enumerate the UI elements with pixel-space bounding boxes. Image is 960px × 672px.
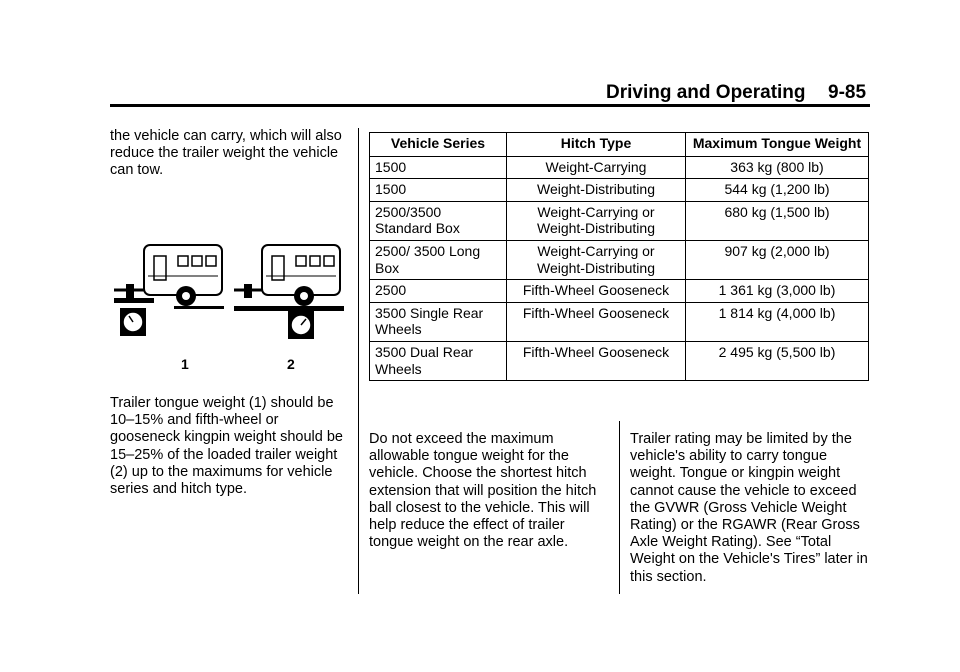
table-cell: Weight-Carrying xyxy=(507,156,686,179)
intro-paragraph: the vehicle can carry, which will also reduce the trailer weight the vehicle can tow. xyxy=(110,128,342,179)
column-header: Maximum Tongue Weight xyxy=(686,133,869,157)
table-cell: 907 kg (2,000 lb) xyxy=(686,240,869,279)
table-cell: 2500/3500 Standard Box xyxy=(370,201,507,240)
table-cell: 544 kg (1,200 lb) xyxy=(686,179,869,202)
table-row xyxy=(370,240,869,279)
table-cell: 1 361 kg (3,000 lb) xyxy=(686,280,869,303)
table-cell: Fifth-Wheel Gooseneck xyxy=(507,341,686,380)
table-cell: Fifth-Wheel Gooseneck xyxy=(507,280,686,303)
table-header-row xyxy=(370,133,869,157)
tongue-weight-paragraph: Trailer tongue weight (1) should be 10–15% and fifth-wheel or gooseneck kingpin weight should be 15–25% of the loaded trailer weight (2) up to the maximums for vehicle series and hitch type. xyxy=(110,395,343,498)
column-divider-right xyxy=(619,421,620,594)
column-header: Vehicle Series xyxy=(370,133,507,157)
table-cell: 2500/ 3500 Long Box xyxy=(370,240,507,279)
column-divider-left xyxy=(358,128,359,594)
tongue-weight-table xyxy=(369,132,869,381)
table-cell: 680 kg (1,500 lb) xyxy=(686,201,869,240)
header-rule xyxy=(110,104,870,107)
table-cell: 1 814 kg (4,000 lb) xyxy=(686,302,869,341)
section-title: Driving and Operating xyxy=(606,82,806,103)
table-cell: 2 495 kg (5,500 lb) xyxy=(686,341,869,380)
column-header: Hitch Type xyxy=(507,133,686,157)
table-cell: Weight-Distributing xyxy=(507,179,686,202)
figure-label-1: 1 xyxy=(181,356,189,372)
page-number: 9-85 xyxy=(828,82,867,103)
table-row xyxy=(370,280,869,303)
table-cell: Weight-Carrying or Weight-Distributing xyxy=(507,240,686,279)
table-cell: 2500 xyxy=(370,280,507,303)
trailer-2-illustration xyxy=(234,245,344,339)
table-cell: 363 kg (800 lb) xyxy=(686,156,869,179)
table-row xyxy=(370,302,869,341)
table-row xyxy=(370,156,869,179)
table-cell: 1500 xyxy=(370,156,507,179)
trailer-weight-illustration xyxy=(114,240,344,380)
table-cell: Fifth-Wheel Gooseneck xyxy=(507,302,686,341)
table-cell: 1500 xyxy=(370,179,507,202)
figure-label-2: 2 xyxy=(287,356,295,372)
table-row xyxy=(370,179,869,202)
table-row xyxy=(370,341,869,380)
trailer-1-illustration xyxy=(114,245,224,336)
max-tongue-weight-paragraph: Do not exceed the maximum allowable tongue weight for the vehicle. Choose the shortest hitch extension that will position the hitch ball closest to the vehicle. This will help reduce the effect of trailer tongue weight on the rear axle. xyxy=(369,431,597,551)
table-cell: 3500 Dual Rear Wheels xyxy=(370,341,507,380)
trailer-rating-paragraph: Trailer rating may be limited by the vehicle's ability to carry tongue weight. Tongue or kingpin weight cannot cause the vehicle to exceed the GVWR (Gross Vehicle Weight Rating) or the RGAWR (Rear Gross Axle Weight Rating). See “Total Weight on the Vehicle's Tires” later in this section. xyxy=(630,431,868,585)
table-row xyxy=(370,201,869,240)
page-header xyxy=(606,82,867,104)
table-cell: 3500 Single Rear Wheels xyxy=(370,302,507,341)
table-cell: Weight-Carrying or Weight-Distributing xyxy=(507,201,686,240)
